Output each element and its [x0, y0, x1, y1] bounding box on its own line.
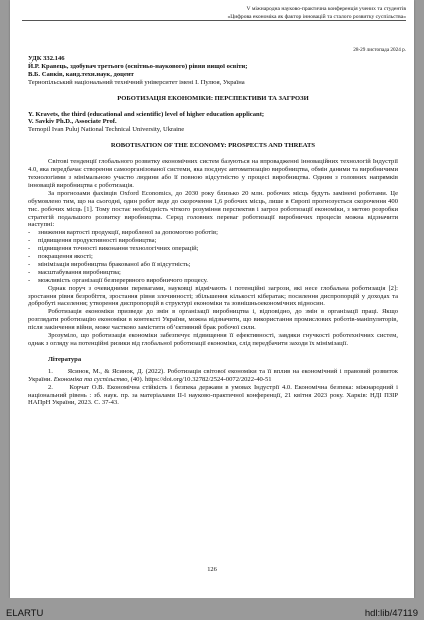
author-en-1: Y. Kravets, the third (educational and scientific) level of higher education applicant; [28, 110, 265, 118]
author-en-2: V. Savkiv Ph.D., Associate Prof. [28, 118, 117, 126]
advantages-list [28, 229, 398, 284]
paragraph-3: Однак поруч з очевидними перевагами, науковці відмічають і потенційні загрози, які несе глобальна роботизація [2]: зростання рівня безробіття, зростання рівня злочинності; збільшення кількості кібератак; посилення диспропорцій у доходах та добробуті населення; утворення диспропорцій в структурі економіки та зовнішньоекономічних відносин. [28, 284, 398, 308]
reference-1: 1. Ясинок, М., & Ясинок, Д. (2022). Роботизація світової економіки та її вплив на економічний і правовий розвиток України. Економіка та суспільство, (40). https://doi.org/10.32782/2524-0072/2022-40-51 [28, 367, 398, 383]
affiliation-en: Ternopil Ivan Puluj National Technical University, Ukraine [28, 126, 185, 134]
author-ua-2: В.Б. Савків, канд.техн.наук, доцент [28, 70, 134, 78]
references-heading: Література [48, 355, 82, 363]
running-header-theme: «Цифрова економіка як фактор інновацій та сталого розвитку суспільства» [227, 14, 406, 20]
title-en: ROBOTISATION OF THE ECONOMY: PROSPECTS AND THREATS [110, 142, 316, 150]
viewer-footer-band [0, 598, 424, 620]
paper-body [28, 55, 398, 407]
author-ua-1: Й.Р. Кравець, здобувач третього (освітньо-наукового) рівня вищої освіти; [28, 62, 248, 70]
running-header-conference: V міжнародна науково-практична конференція учених та студентів [246, 6, 406, 12]
list-item: - мінімізація виробництва бракованої або її відсутність; [28, 260, 191, 268]
handle-identifier: hdl:lib/47119 [364, 608, 418, 619]
page-number: 126 [207, 566, 217, 573]
list-item: - масштабування виробництва; [28, 268, 121, 276]
list-item: - зниження вартості продукції, виробленої за допомогою роботів; [28, 229, 218, 237]
affiliation-ua: Тернопільський національний технічний університет імені І. Пулюя, Україна [28, 78, 245, 86]
paragraph-5: Зрозуміло, що роботизація економіки забезпечує підвищення її ефективності, завдяки гнучкості роботехнічних систем, однак з огляду на потенційні ризики від глобальної роботизації економіки, слід передбачити заходи їх мінімізації. [28, 332, 398, 347]
paragraph-4: Роботизація економіки призведе до змін в організації виробництва і, відповідно, до змін в організації праці. Якщо розглядати роботизацію економіки в контексті України, можна відзначити, що використання промислових роботів-маніпуляторів, після закінчення війни, може частково замістити об’єктивний брак робочої сили. [28, 308, 398, 332]
list-item: - покращення якості; [28, 253, 93, 261]
repository-label: ELARTU [6, 608, 44, 619]
list-item: - можливість організації безперервного виробничого процесу. [28, 276, 208, 284]
conference-date: 28-29 листопада 2024 р. [353, 47, 406, 53]
paragraph-1: Світові тенденції глобального розвитку економічних систем базуються на впровадженні інноваційних технологій Індустрії 4.0, яка передбачає створення самоорганізованої системи, яка поєднує автоматизацію виробництва, обмін даними та виробничими технологіями з мінімальною участю людини або її повною відсутністю у процесі виробництва. Одним з головних напрямків інновацій виробництва є роботизація. [28, 158, 398, 189]
document-page [10, 0, 414, 598]
udc-code: УДК 332.146 [28, 55, 65, 62]
list-item: - підвищення продуктивності виробництва; [28, 237, 157, 245]
paragraph-2: За прогнозами фахівців Oxford Economics, до 2030 року близько 20 млн. робочих місць будуть замінені роботами. Це обумовлено тим, що на сьогодні, один робот веде до скорочення 1,6 робочих місць, лише в Європі прогнозується скорочення 400 тис. робочих місць [1]. Тому постає необхідність чіткого розуміння перспектив і загроз роботизації економіки, з метою розробки стратегій подальшого розвитку виробництва. Серед головних переваг роботизації виробничих процесів можна відзначити наступні: [28, 189, 398, 229]
list-item: - підвищення точності виконання технологічних операцій; [28, 245, 199, 253]
title-ua: РОБОТИЗАЦІЯ ЕКОНОМІКИ: ПЕРСПЕКТИВИ ТА ЗАГРОЗИ [117, 94, 309, 102]
reference-2: 2. Корчат О.В. Економічна стійкість і безпека держави в умовах Індустрії 4.0. Економічна безпека: міжнародний і національний рівень : зб. наук. пр. за матеріалами ІІ-ї науково-практичної конференції, 21 квітня 2023 року. Харків: НДІ ПЗІР НАПрН України, 2023. С. 37-43. [28, 383, 398, 407]
header-divider [22, 20, 406, 21]
